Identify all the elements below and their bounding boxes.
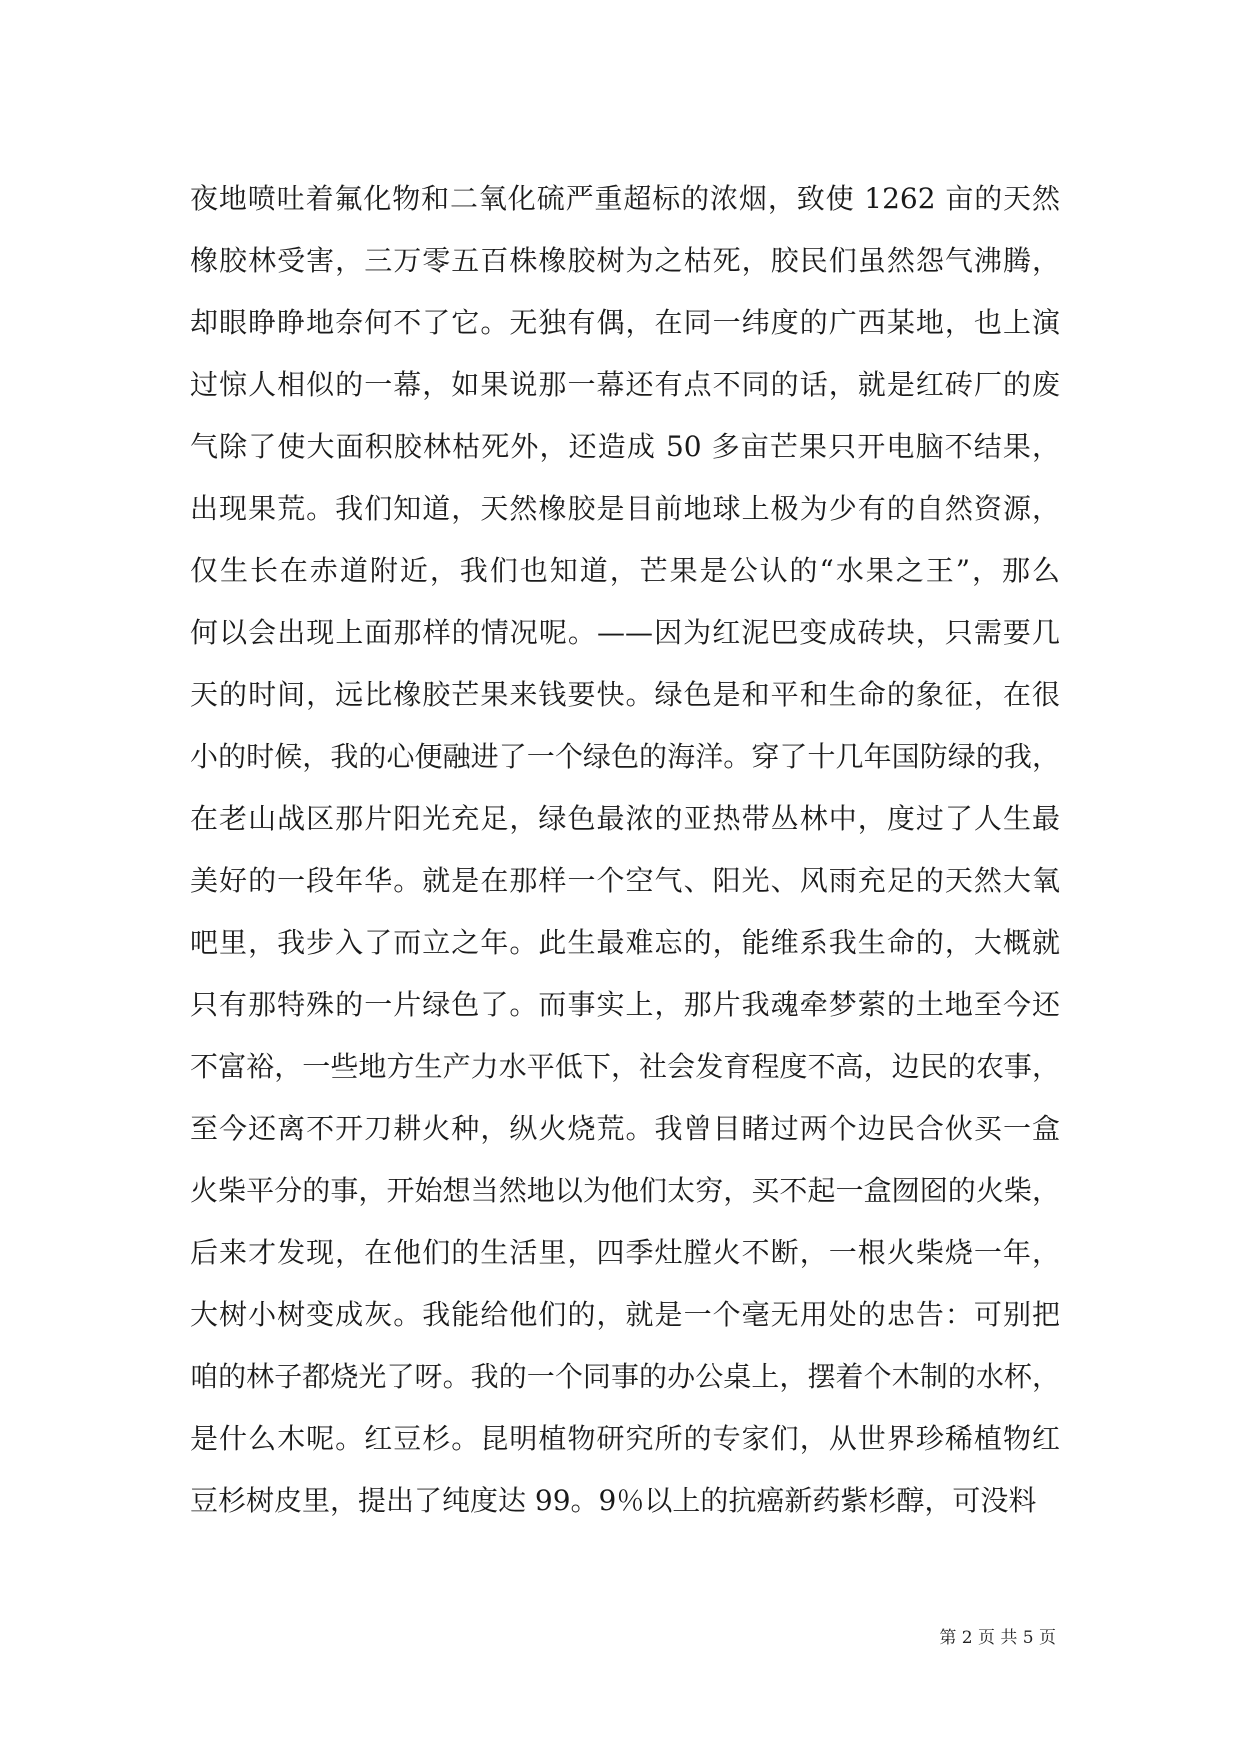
text-line: 橡胶林受害，三万零五百株橡胶树为之枯死，胶民们虽然怨气沸腾， [190, 244, 1060, 277]
text-line: 咱的林子都烧光了呀。我的一个同事的办公桌上，摆着个木制的水杯， [190, 1360, 1060, 1393]
text-line: 至今还离不开刀耕火种，纵火烧荒。我曾目睹过两个边民合伙买一盒 [190, 1112, 1060, 1145]
body-text [190, 168, 1060, 1532]
text-line: 出现果荒。我们知道，天然橡胶是目前地球上极为少有的自然资源， [190, 492, 1060, 525]
text-line: 大树小树变成灰。我能给他们的，就是一个毫无用处的忠告：可别把 [190, 1298, 1060, 1331]
text-line: 后来才发现，在他们的生活里，四季灶膛火不断，一根火柴烧一年， [190, 1236, 1060, 1269]
page-number-footer: 第 2 页 共 5 页 [939, 1628, 1056, 1648]
text-line: 只有那特殊的一片绿色了。而事实上，那片我魂牵梦萦的土地至今还 [190, 988, 1060, 1021]
text-line: 吧里，我步入了而立之年。此生最难忘的，能维系我生命的，大概就 [190, 926, 1060, 959]
text-line: 美好的一段年华。就是在那样一个空气、阳光、风雨充足的天然大氧 [190, 864, 1060, 897]
text-line: 仅生长在赤道附近，我们也知道，芒果是公认的“水果之王”，那么 [190, 554, 1060, 587]
text-line: 小的时候，我的心便融进了一个绿色的海洋。穿了十几年国防绿的我， [190, 740, 1060, 773]
text-line: 豆杉树皮里，提出了纯度达 99。9％以上的抗癌新药紫杉醇，可没料 [190, 1484, 1037, 1517]
text-line: 火柴平分的事，开始想当然地以为他们太穷，买不起一盒囫囵的火柴， [190, 1174, 1060, 1207]
text-line: 却眼睁睁地奈何不了它。无独有偶，在同一纬度的广西某地，也上演 [190, 306, 1060, 339]
text-line: 不富裕，一些地方生产力水平低下，社会发育程度不高，边民的农事， [190, 1050, 1060, 1083]
text-line: 何以会出现上面那样的情况呢。——因为红泥巴变成砖块，只需要几 [190, 616, 1060, 649]
text-line: 在老山战区那片阳光充足，绿色最浓的亚热带丛林中，度过了人生最 [190, 802, 1060, 835]
text-line: 气除了使大面积胶林枯死外，还造成 50 多亩芒果只开电脑不结果， [190, 430, 1060, 463]
text-line: 过惊人相似的一幕，如果说那一幕还有点不同的话，就是红砖厂的废 [190, 368, 1060, 401]
text-line: 是什么木呢。红豆杉。昆明植物研究所的专家们，从世界珍稀植物红 [190, 1422, 1060, 1455]
text-line: 天的时间，远比橡胶芒果来钱要快。绿色是和平和生命的象征，在很 [190, 678, 1060, 711]
text-line: 夜地喷吐着氟化物和二氧化硫严重超标的浓烟，致使 1262 亩的天然 [190, 182, 1060, 215]
